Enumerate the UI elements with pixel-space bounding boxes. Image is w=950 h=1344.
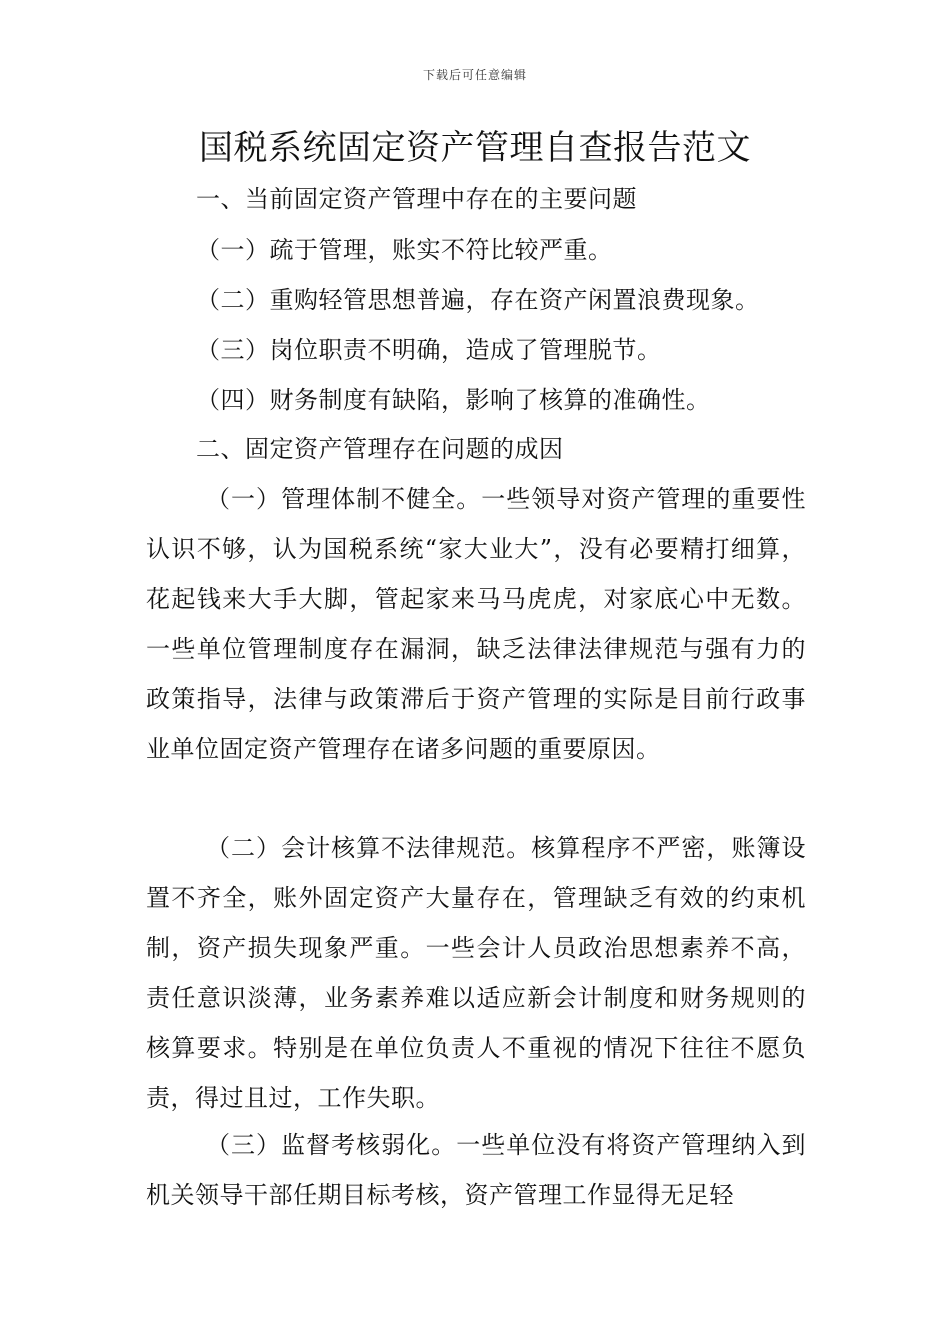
document-title: 国税系统固定资产管理自查报告范文 [199, 128, 751, 168]
section1-item-2: （二）重购轻管思想普遍，存在资产闲置浪费现象。 [196, 286, 760, 314]
header-note: 下载后可任意编辑 [422, 68, 527, 82]
section2-heading: 二、固定资产管理存在问题的成因 [196, 435, 564, 463]
section1-item-3: （三）岗位职责不明确，造成了管理脱节。 [196, 336, 662, 364]
section1-item-4: （四）财务制度有缺陷，影响了核算的准确性。 [196, 386, 711, 414]
section2-paragraph-3: （三）监督考核弱化。一些单位没有将资产管理纳入到机关领导干部任期目标考核，资产管理工作显得无足轻 [146, 1131, 806, 1209]
section1-item-1: （一）疏于管理，账实不符比较严重。 [196, 236, 613, 264]
section2-paragraph-1: （一）管理体制不健全。一些领导对资产管理的重要性认识不够，认为国税系统“家大业大”，没有必要精打细算，花起钱来大手大脚，管起家来马马虎虎，对家底心中无数。一些单位管理制度存在漏洞，缺乏法律法律规范与强有力的政策指导，法律与政策滞后于资产管理的实际是目前行政事业单位固定资产管理存在诸多问题的重要原因。 [146, 485, 806, 763]
section2-paragraph-2: （二）会计核算不法律规范。核算程序不严密，账簿设置不齐全，账外固定资产大量存在，管理缺乏有效的约束机制，资产损失现象严重。一些会计人员政治思想素养不高，责任意识淡薄，业务素养难以适应新会计制度和财务规则的核算要求。特别是在单位负责人不重视的情况下往往不愿负责，得过且过，工作失职。 [146, 834, 806, 1112]
section1-heading: 一、当前固定资产管理中存在的主要问题 [196, 185, 637, 213]
